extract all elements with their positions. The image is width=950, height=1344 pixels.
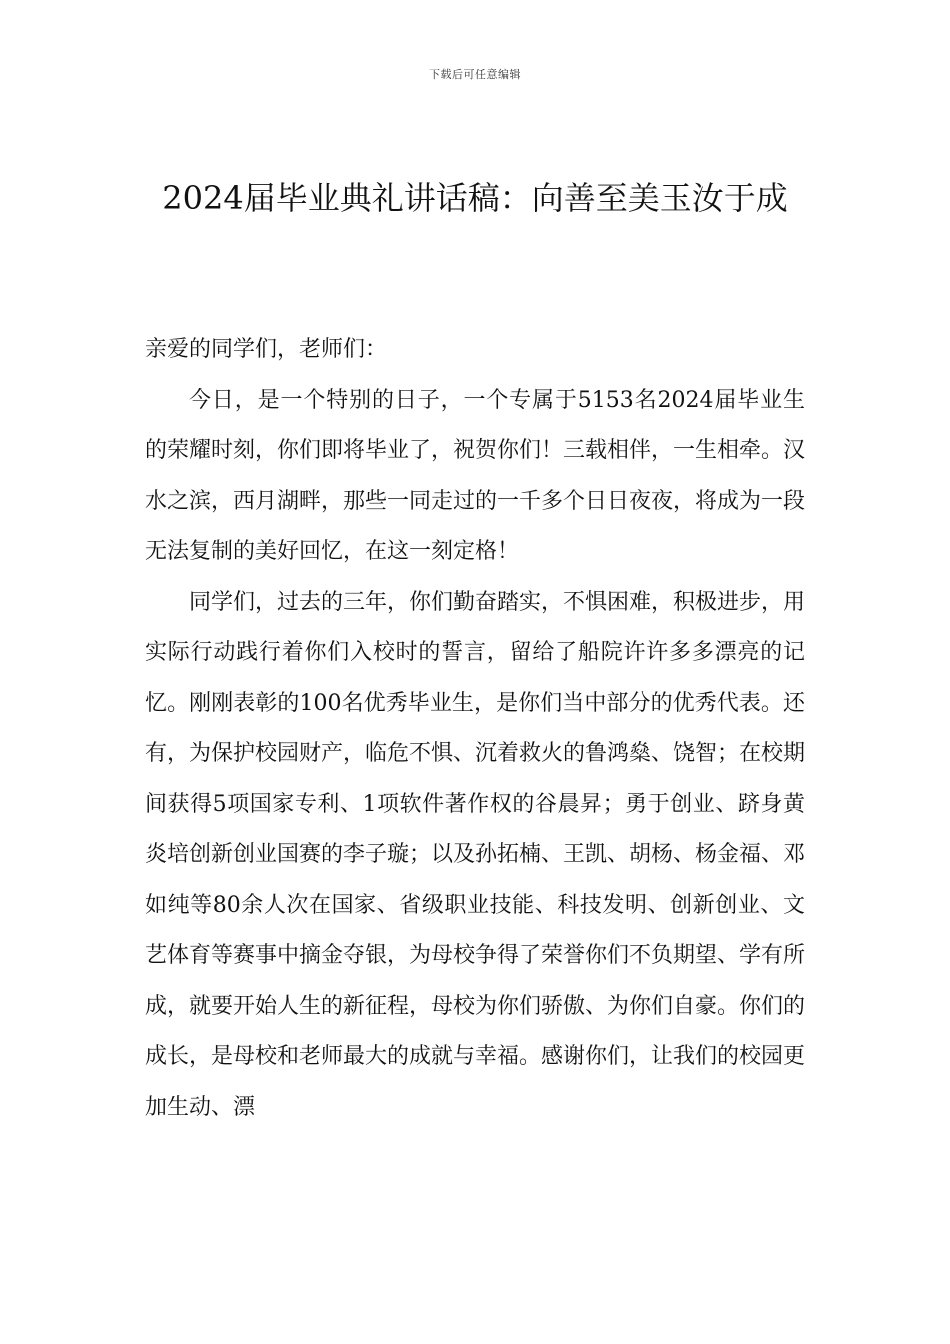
paragraph-1: 今日，是一个特别的日子，一个专属于5153名2024届毕业生的荣耀时刻，你们即将毕业了，祝贺你们！三载相伴，一生相牵。汉水之滨，西月湖畔，那些一同走过的一千多个日日夜夜，将成为一段无法复制的美好回忆，在这一刻定格！ <box>145 387 806 564</box>
salutation: 亲爱的同学们，老师们： <box>145 337 388 362</box>
paragraph-2: 同学们，过去的三年，你们勤奋踏实，不惧困难，积极进步，用实际行动践行着你们入校时的誓言，留给了船院许许多多漂亮的记忆。刚刚表彰的100名优秀毕业生，是你们当中部分的优秀代表。还有，为保护校园财产，临危不惧、沉着救火的鲁鸿燊、饶智；在校期间获得5项国家专利、1项软件著作权的谷晨昇；勇于创业、跻身黄炎培创新创业国赛的李子璇；以及孙拓楠、王凯、胡杨、杨金福、邓如纯等80余人次在国家、省级职业技能、科技发明、创新创业、文艺体育等赛事中摘金夺银，为母校争得了荣誉你们不负期望、学有所成，就要开始人生的新征程，母校为你们骄傲、为你们自豪。你们的成长，是母校和老师最大的成就与幸福。感谢你们，让我们的校园更加生动、漂 <box>145 589 806 1120</box>
header-note: 下载后可任意编辑 <box>429 68 521 81</box>
document-body <box>145 325 805 1133</box>
document-title: 2024届毕业典礼讲话稿：向善至美玉汝于成 <box>162 179 788 217</box>
